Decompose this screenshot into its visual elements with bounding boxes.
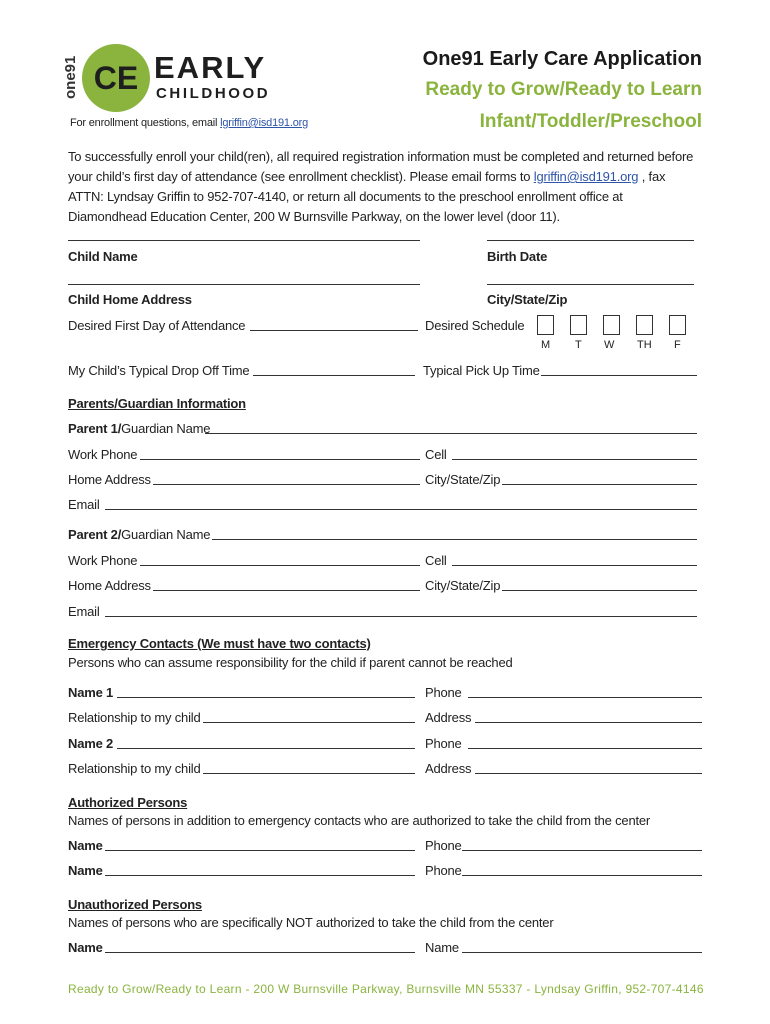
parent2-city-state-zip-field[interactable] [502,590,697,591]
schedule-checkbox-tuesday[interactable] [570,315,587,335]
emergency-relationship2-label: Relationship to my child [68,761,201,776]
day-label-wednesday: W [604,339,615,351]
first-day-field[interactable] [250,330,418,331]
drop-off-field[interactable] [253,375,415,376]
unauthorized-name2-field[interactable] [462,952,702,953]
parent2-email-field[interactable] [105,616,697,617]
unauthorized-description: Names of persons who are specifically NOT authorized to take the child from the center [68,915,554,930]
unauthorized-name1-field[interactable] [105,952,415,953]
form-subtitle-program: Ready to Grow/Ready to Learn [425,79,702,100]
emergency-phone1-label: Phone [425,685,462,700]
child-home-address-field[interactable] [68,284,420,285]
drop-off-label: My Child’s Typical Drop Off Time [68,363,250,378]
emergency-address1-field[interactable] [475,722,702,723]
authorized-phone2-field[interactable] [462,875,702,876]
parent2-home-address-label: Home Address [68,578,151,593]
pick-up-field[interactable] [541,375,697,376]
logo-word-early: EARLY [154,50,267,85]
parent1-home-address-label: Home Address [68,472,151,487]
authorized-name2-label: Name [68,863,103,878]
desired-schedule-label: Desired Schedule [425,318,525,333]
emergency-description: Persons who can assume responsibility for the child if parent cannot be reached [68,655,513,670]
emergency-phone2-label: Phone [425,736,462,751]
authorized-section-title: Authorized Persons [68,795,188,810]
parent1-cell-label: Cell [425,447,447,462]
parent1-email-label: Email [68,497,100,512]
parent1-name-field[interactable] [205,433,697,434]
first-day-label: Desired First Day of Attendance [68,318,246,333]
parent2-guardian-name-text: Guardian Name [121,527,211,542]
schedule-checkbox-wednesday[interactable] [603,315,620,335]
day-label-friday: F [674,339,681,351]
parent1-home-address-field[interactable] [153,484,420,485]
child-name-field[interactable] [68,240,420,241]
parent2-city-state-zip-label: City/State/Zip [425,578,501,593]
authorized-phone1-label: Phone [425,838,462,853]
parent2-name-field[interactable] [212,539,697,540]
parent1-guardian-name-text: Guardian Name [121,421,211,436]
form-title: One91 Early Care Application [422,48,702,70]
parent1-cell-field[interactable] [452,459,697,460]
enrollment-note [70,117,308,129]
emergency-address1-label: Address [425,710,472,725]
intro-paragraph [68,147,700,227]
logo-word-childhood: CHILDHOOD [156,85,271,102]
parent2-email-label: Email [68,604,100,619]
emergency-section-title: Emergency Contacts (We must have two contacts) [68,636,371,651]
day-label-thursday: TH [637,339,652,351]
parent2-work-phone-label: Work Phone [68,553,138,568]
parent1-bold: Parent 1/ [68,421,122,436]
child-name-label: Child Name [68,249,138,264]
intro-email-link[interactable]: lgriffin@isd191.org [533,169,639,184]
parent2-bold: Parent 2/ [68,527,122,542]
parent2-work-phone-field[interactable] [140,565,420,566]
parent2-name-label [68,527,210,542]
authorized-name1-label: Name [68,838,103,853]
authorized-description: Names of persons in addition to emergency contacts who are authorized to take the child from the center [68,813,651,828]
enrollment-note-text: For enrollment questions, email [70,117,221,129]
parents-section-title: Parents/Guardian Information [68,396,246,411]
parent2-cell-label: Cell [425,553,447,568]
day-label-tuesday: T [575,339,582,351]
schedule-checkbox-friday[interactable] [669,315,686,335]
authorized-name1-field[interactable] [105,850,415,851]
intro-text-2: , fax ATTN: Lyndsay Griffin to 952-707-4140, or return all documents to the preschool enrollment office at Diamondhead Education Center, 200 W Burnsville Parkway, on the lower level (door 11). [68,169,666,224]
enrollment-email-link[interactable]: lgriffin@isd191.org [220,117,309,129]
unauthorized-name1-label: Name [68,940,103,955]
emergency-phone1-field[interactable] [468,697,702,698]
child-city-state-zip-label: City/State/Zip [487,292,568,307]
parent1-email-field[interactable] [105,509,697,510]
emergency-relationship2-field[interactable] [203,773,415,774]
emergency-address2-label: Address [425,761,472,776]
birth-date-field[interactable] [487,240,694,241]
emergency-name2-field[interactable] [117,748,415,749]
child-city-state-zip-field[interactable] [487,284,694,285]
footer-contact-line: Ready to Grow/Ready to Learn - 200 W Burnsville Parkway, Burnsville MN 55337 - Lyndsay Griffin, 952-707-4146 [68,982,704,996]
logo-circle-icon [80,42,152,114]
child-home-address-label: Child Home Address [68,292,192,307]
parent2-home-address-field[interactable] [153,590,420,591]
pick-up-label: Typical Pick Up Time [423,363,540,378]
schedule-checkbox-monday[interactable] [537,315,554,335]
parent1-name-label [68,421,210,436]
authorized-name2-field[interactable] [105,875,415,876]
authorized-phone2-label: Phone [425,863,462,878]
emergency-name1-field[interactable] [117,697,415,698]
emergency-phone2-field[interactable] [468,748,702,749]
emergency-name1-label: Name 1 [68,685,114,700]
form-subtitle-ages: Infant/Toddler/Preschool [479,111,702,132]
one91-early-childhood-logo [62,42,282,114]
parent1-work-phone-label: Work Phone [68,447,138,462]
logo-monogram: CE [93,60,139,96]
schedule-checkbox-thursday[interactable] [636,315,653,335]
parent1-city-state-zip-field[interactable] [502,484,697,485]
unauthorized-name2-label: Name [425,940,459,955]
day-label-monday: M [541,339,551,351]
unauthorized-section-title: Unauthorized Persons [68,897,202,912]
emergency-relationship1-label: Relationship to my child [68,710,201,725]
emergency-address2-field[interactable] [475,773,702,774]
logo-side-text: one91 [62,55,79,99]
parent1-work-phone-field[interactable] [140,459,420,460]
parent2-cell-field[interactable] [452,565,697,566]
birth-date-label: Birth Date [487,249,548,264]
intro-text-1: To successfully enroll your child(ren), all required registration information must be completed and returned before your child’s first day of attendance (see enrollment checklist). Please email forms to [68,149,694,184]
emergency-relationship1-field[interactable] [203,722,415,723]
parent1-city-state-zip-label: City/State/Zip [425,472,501,487]
authorized-phone1-field[interactable] [462,850,702,851]
emergency-name2-label: Name 2 [68,736,114,751]
